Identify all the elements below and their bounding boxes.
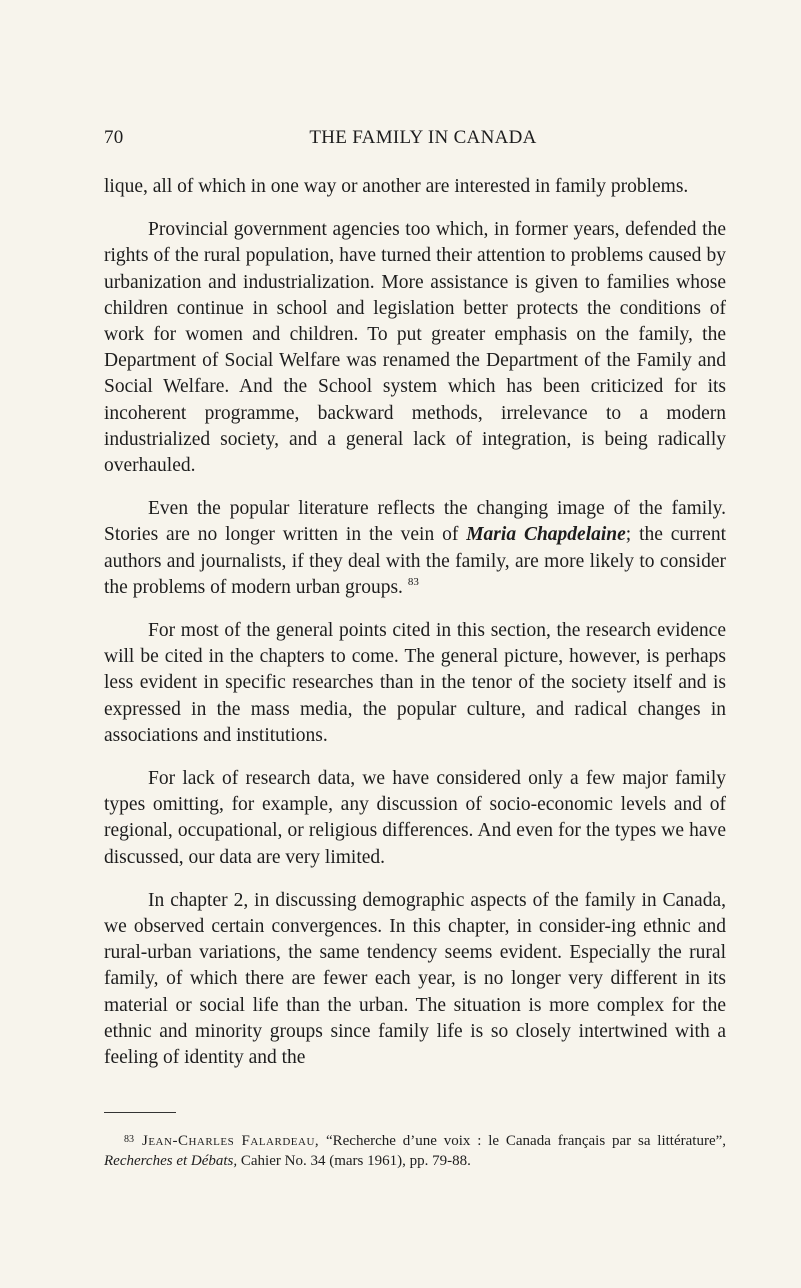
body-text — [104, 174, 726, 1088]
paragraph-1: lique, all of which in one way or another are interested in family problems. — [104, 176, 689, 197]
running-title: THE FAMILY IN CANADA — [309, 127, 537, 148]
footnote-reference: 83 — [407, 575, 419, 588]
paragraph-3-text-b: ; the current authors and journalists, if they deal with the family, are more likely to consider the problems of modern urban groups. — [104, 524, 726, 598]
paragraph-5: For lack of research data, we have considered only a few major family types omitting, for example, any discussion of socio-economic levels and of regional, occupational, or religious differences. And even for the types we have discussed, our data are very limited. — [104, 768, 726, 868]
footnote-author: Jean-Charles Falardeau, — [142, 1133, 320, 1149]
footnote-text-b: Cahier No. 34 (mars 1961), pp. 79-88. — [237, 1153, 471, 1169]
paragraph-3-text-a: Even the popular literature reflects the changing image of the family. Stories are no longer written in the vein of — [104, 498, 726, 546]
footnote-journal: Recherches et Débats, — [104, 1153, 238, 1169]
paragraph-3 — [104, 496, 726, 601]
paragraph-2: Provincial government agencies too which, in former years, defended the rights of the rural population, have turned their attention to problems caused by urbanization and industrialization. More assistance is given to families whose children continue in school and legislation better protects the conditions of work for women and children. To put greater emphasis on the family, the Department of Social Welfare was renamed the Department of the Family and Social Welfare. And the School system which has been criticized for its incoherent programme, backward methods, irrelevance to a modern industrialized society, and a general lack of integration, is being radically overhauled. — [104, 219, 726, 477]
footnote — [104, 1130, 726, 1171]
paragraph-4: For most of the general points cited in this section, the research evidence will be cited in the chapters to come. The general picture, however, is perhaps less evident in specific researches than in the tenor of the society itself and is expressed in the mass media, the popular culture, and radical changes in associations and institutions. — [104, 620, 726, 746]
footnote-divider — [104, 1112, 176, 1113]
footnote-text-a: “Recherche d’une voix : le Canada français par sa littérature”, — [319, 1133, 727, 1149]
page-header — [104, 127, 724, 155]
footnote-number: 83 — [124, 1134, 134, 1145]
book-title-maria-chapdelaine: Maria Chapdelaine — [466, 524, 626, 546]
paragraph-6: In chapter 2, in discussing demographic aspects of the family in Canada, we observed certain convergences. In this chapter, in consider-ing ethnic and rural-urban variations, the same tendency seems evident. Especially the rural family, of which there are fewer each year, is no longer very different in its material or social life than the urban. The situation is more complex for the ethnic and minority groups since family life is so closely intertwined with a feeling of identity and the — [104, 889, 726, 1069]
page-number: 70 — [104, 127, 124, 148]
